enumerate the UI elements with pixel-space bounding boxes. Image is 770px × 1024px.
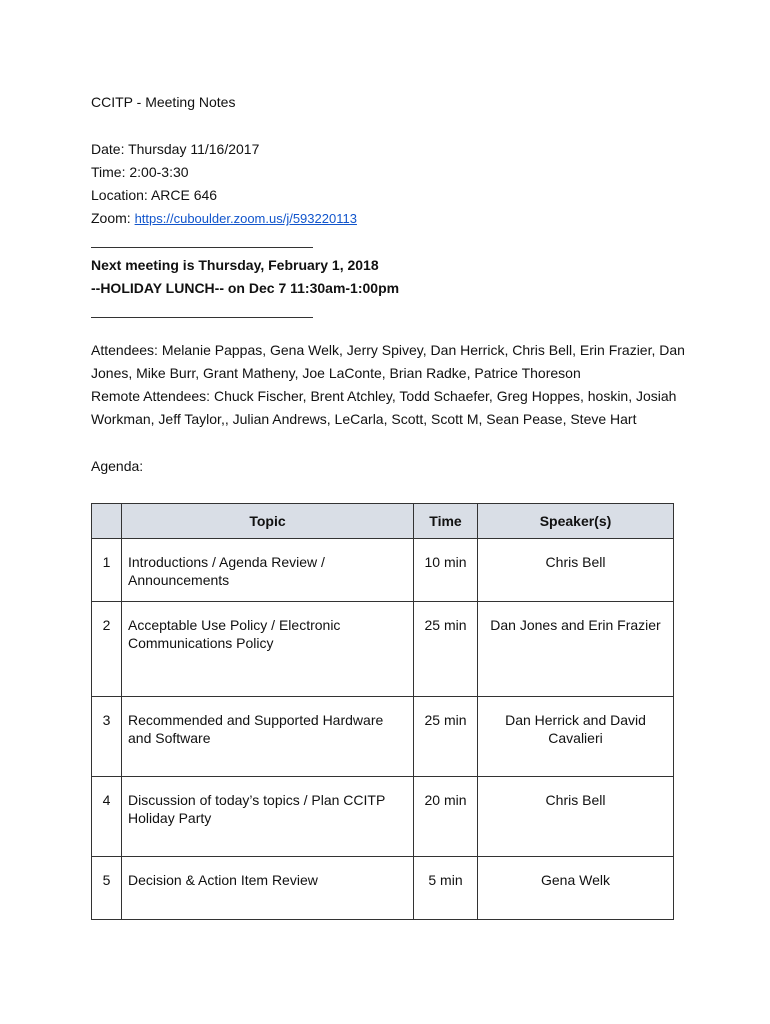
meeting-date: Date: Thursday 11/16/2017 bbox=[91, 141, 260, 157]
row-num: 5 bbox=[92, 857, 122, 920]
header-speaker: Speaker(s) bbox=[478, 504, 674, 539]
meeting-location: Location: ARCE 646 bbox=[91, 187, 218, 203]
agenda-label: Agenda: bbox=[91, 458, 144, 474]
divider-bottom bbox=[91, 317, 313, 318]
divider-top bbox=[91, 247, 313, 248]
row-num: 1 bbox=[92, 539, 122, 602]
attendees-line-2: Jones, Mike Burr, Grant Matheny, Joe LaConte, Brian Radke, Patrice Thoreson bbox=[91, 365, 581, 381]
table-row bbox=[92, 777, 674, 857]
meeting-time: Time: 2:00-3:30 bbox=[91, 164, 189, 180]
row-num: 4 bbox=[92, 777, 122, 857]
row-num: 3 bbox=[92, 697, 122, 777]
zoom-link[interactable]: https://cuboulder.zoom.us/j/593220113 bbox=[134, 211, 357, 226]
zoom-line bbox=[91, 209, 357, 228]
header-num bbox=[92, 504, 122, 539]
remote-attendees-line-2: Workman, Jeff Taylor,, Julian Andrews, LeCarla, Scott, Scott M, Sean Pease, Steve Hart bbox=[91, 411, 637, 427]
header-time: Time bbox=[414, 504, 478, 539]
table-row bbox=[92, 857, 674, 920]
row-time: 20 min bbox=[414, 777, 478, 857]
row-num: 2 bbox=[92, 602, 122, 697]
row-topic: Decision & Action Item Review bbox=[122, 857, 414, 920]
table-row bbox=[92, 697, 674, 777]
row-speaker: Dan Herrick and David Cavalieri bbox=[478, 697, 674, 777]
zoom-label: Zoom: bbox=[91, 210, 135, 226]
row-topic: Recommended and Supported Hardware and Software bbox=[122, 697, 414, 777]
row-speaker: Dan Jones and Erin Frazier bbox=[478, 602, 674, 697]
row-time: 25 min bbox=[414, 602, 478, 697]
attendees-line-1: Attendees: Melanie Pappas, Gena Welk, Jerry Spivey, Dan Herrick, Chris Bell, Erin Frazier, Dan bbox=[91, 342, 685, 358]
row-topic: Discussion of today’s topics / Plan CCITP Holiday Party bbox=[122, 777, 414, 857]
row-time: 10 min bbox=[414, 539, 478, 602]
row-topic: Acceptable Use Policy / Electronic Communications Policy bbox=[122, 602, 414, 697]
row-speaker: Gena Welk bbox=[478, 857, 674, 920]
holiday-lunch: --HOLIDAY LUNCH-- on Dec 7 11:30am-1:00pm bbox=[91, 280, 400, 296]
row-time: 5 min bbox=[414, 857, 478, 920]
table-row bbox=[92, 539, 674, 602]
row-speaker: Chris Bell bbox=[478, 539, 674, 602]
agenda-header-row bbox=[92, 504, 674, 539]
remote-attendees-line-1: Remote Attendees: Chuck Fischer, Brent Atchley, Todd Schaefer, Greg Hoppes, hoskin, Josiah bbox=[91, 388, 677, 404]
table-row bbox=[92, 602, 674, 697]
row-speaker: Chris Bell bbox=[478, 777, 674, 857]
doc-title: CCITP - Meeting Notes bbox=[91, 94, 236, 110]
agenda-table bbox=[91, 503, 674, 920]
row-time: 25 min bbox=[414, 697, 478, 777]
next-meeting: Next meeting is Thursday, February 1, 2018 bbox=[91, 257, 379, 273]
header-topic: Topic bbox=[122, 504, 414, 539]
row-topic: Introductions / Agenda Review / Announcements bbox=[122, 539, 414, 602]
